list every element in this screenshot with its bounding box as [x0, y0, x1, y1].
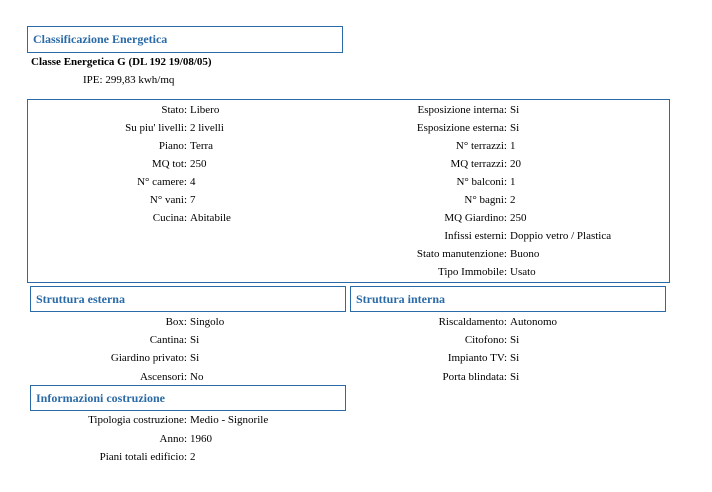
detail-label: N° bagni:: [464, 194, 507, 206]
informazioni-value: 1960: [190, 433, 212, 445]
detail-label: Su piu' livelli:: [125, 122, 187, 134]
detail-label: N° vani:: [149, 194, 187, 206]
detail-value: Buono: [510, 248, 540, 260]
detail-value: Abitabile: [190, 212, 231, 224]
informazioni-value: Medio - Signorile: [190, 414, 269, 426]
ipe-line: [83, 74, 174, 86]
informazioni-costruzione-title-text: Informazioni costruzione: [36, 390, 165, 405]
esterna-value: Si: [190, 334, 200, 346]
detail-value: 2: [510, 194, 516, 206]
detail-value: 20: [510, 158, 521, 170]
informazioni-label: Piani totali edificio:: [99, 451, 187, 463]
struttura-esterna-title: [30, 286, 346, 312]
detail-label: N° camere:: [137, 176, 187, 188]
detail-value: 250: [510, 212, 527, 224]
detail-value: Doppio vetro / Plastica: [510, 230, 612, 242]
struttura-interna-title-text: Struttura interna: [356, 291, 445, 306]
struttura-esterna-title-text: Struttura esterna: [36, 291, 125, 306]
detail-label: MQ tot:: [151, 158, 187, 170]
esterna-label: Box:: [165, 316, 187, 328]
energy-section-title-text: Classificazione Energetica: [33, 32, 168, 46]
esterna-label: Ascensori:: [139, 371, 187, 383]
detail-label: MQ Giardino:: [444, 212, 507, 224]
interna-value: Autonomo: [510, 316, 558, 328]
esterna-label: Cantina:: [149, 334, 187, 346]
ipe-label: IPE:: [83, 74, 103, 86]
detail-label: Esposizione interna:: [417, 104, 507, 116]
detail-label: Infissi esterni:: [444, 230, 507, 242]
detail-value: Si: [510, 122, 520, 134]
interna-label: Citofono:: [464, 334, 507, 346]
informazioni-costruzione-title: [30, 385, 346, 411]
interna-value: Si: [510, 334, 520, 346]
detail-value: Terra: [190, 140, 214, 152]
informazioni-value: 2: [190, 451, 196, 463]
detail-label: Esposizione esterna:: [416, 122, 507, 134]
informazioni-label: Tipologia costruzione:: [88, 414, 187, 426]
informazioni-label: Anno:: [159, 433, 187, 445]
detail-value: 4: [190, 176, 196, 188]
detail-label: Stato:: [161, 104, 187, 116]
detail-value: 1: [510, 140, 516, 152]
interna-label: Impianto TV:: [447, 352, 507, 364]
detail-label: Piano:: [158, 140, 187, 152]
interna-value: Si: [510, 371, 520, 383]
detail-label: Stato manutenzione:: [416, 248, 507, 260]
ipe-value: 299,83 kwh/mq: [105, 74, 175, 86]
detail-label: Tipo Immobile:: [438, 266, 507, 278]
detail-label: MQ terrazzi:: [450, 158, 507, 170]
detail-value: Libero: [190, 104, 220, 116]
detail-value: 250: [190, 158, 207, 170]
energy-section-title: [27, 26, 343, 53]
detail-label: N° balconi:: [456, 176, 507, 188]
detail-label: Cucina:: [152, 212, 187, 224]
detail-value: Usato: [510, 266, 536, 278]
esterna-value: No: [190, 371, 204, 383]
detail-value: 7: [190, 194, 196, 206]
esterna-value: Singolo: [190, 316, 225, 328]
detail-value: Si: [510, 104, 520, 116]
detail-label: N° terrazzi:: [455, 140, 507, 152]
struttura-interna-title: [350, 286, 666, 312]
detail-value: 2 livelli: [190, 122, 224, 134]
interna-value: Si: [510, 352, 520, 364]
esterna-label: Giardino privato:: [110, 352, 187, 364]
esterna-value: Si: [190, 352, 200, 364]
energy-class: Classe Energetica G (DL 192 19/08/05): [31, 56, 212, 68]
interna-label: Riscaldamento:: [438, 316, 507, 328]
interna-label: Porta blindata:: [442, 371, 507, 383]
detail-value: 1: [510, 176, 516, 188]
